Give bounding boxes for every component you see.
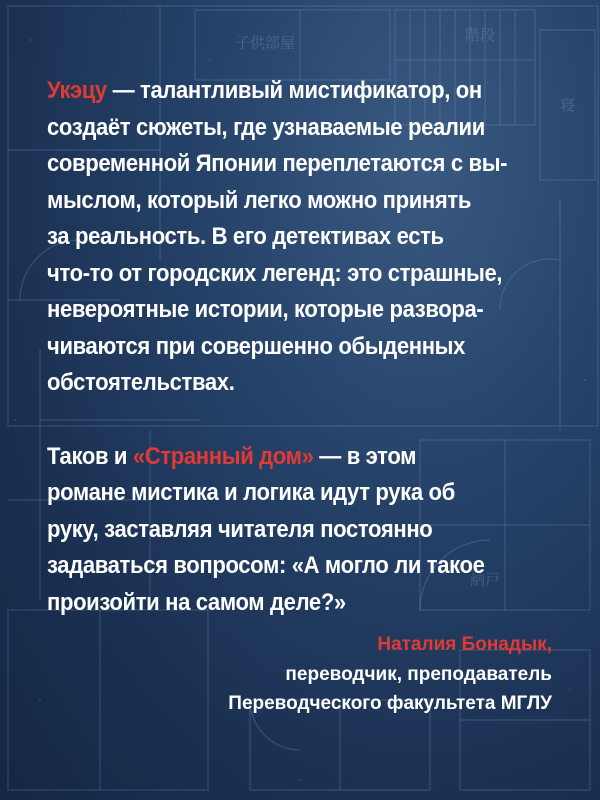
para2-line4: задаваться вопросом: «А могло ли такое bbox=[47, 552, 485, 579]
author-name: Укэцу bbox=[47, 77, 107, 104]
para1-line2: создаёт сюжеты, где узнаваемые реалии bbox=[47, 113, 485, 141]
blueprint-label-1: 子供部屋 bbox=[235, 34, 296, 52]
book-title: «Странный дом» bbox=[132, 442, 314, 470]
para2-line3: руку, заставляя читателя постоянно bbox=[47, 515, 433, 543]
para2-line1-rest: — в этом bbox=[313, 442, 417, 470]
signature-block bbox=[228, 630, 552, 718]
para1-line5: за реальность. В его детективах есть bbox=[47, 223, 444, 250]
blueprint-label-4: 納戸 bbox=[470, 571, 501, 589]
signature-affiliation: Переводческого факультета МГЛУ bbox=[228, 693, 552, 714]
para2-line5: произойти на самом деле?» bbox=[47, 588, 346, 616]
para1-line1: — талантливый мистификатор, он bbox=[106, 77, 482, 104]
paragraph-2 bbox=[47, 439, 553, 622]
para1-line7: невероятные истории, которые развора- bbox=[47, 296, 484, 323]
para1-line6: что-то от городских легенд: это страшные, bbox=[47, 259, 503, 287]
blueprint-label-2: 階段 bbox=[465, 26, 496, 44]
para1-line4: мыслом, который легко можно принять bbox=[47, 186, 472, 214]
para1-line3: современной Японии переплетаются с вы- bbox=[47, 150, 508, 177]
para2-line1-start: Таков и bbox=[47, 442, 133, 470]
para1-line8: чиваются при совершенно обыденных bbox=[47, 332, 466, 360]
paragraph-1 bbox=[47, 73, 553, 402]
blueprint-label-3: 寝 bbox=[560, 96, 576, 114]
para1-line9: обстоятельствах. bbox=[47, 369, 235, 396]
para2-line2: романе мистика и логика идут рука об bbox=[47, 479, 455, 506]
annotation-text bbox=[47, 73, 553, 621]
signature-role: переводчик, преподаватель bbox=[285, 664, 552, 685]
signature-name: Наталия Бонадык, bbox=[377, 634, 552, 655]
